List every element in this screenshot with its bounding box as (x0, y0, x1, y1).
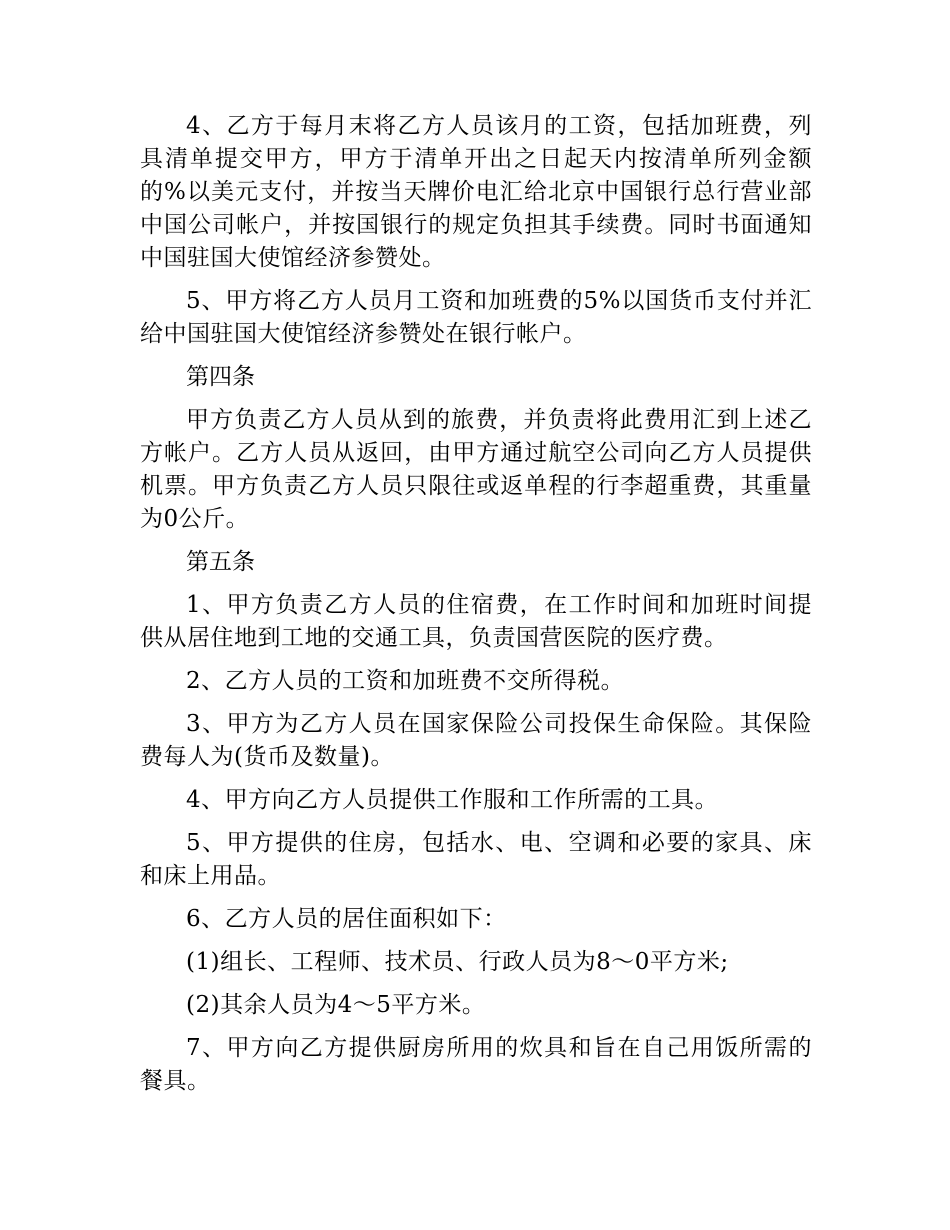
article-heading: 第四条 (186, 364, 255, 390)
list-item: (2)其余人员为4～5平方米。 (186, 992, 486, 1018)
clause-paragraph: 6、乙方人员的居住面积如下： (186, 906, 507, 932)
list-item: (1)组长、工程师、技术员、行政人员为8～0平方米; (186, 949, 729, 975)
article-heading: 第五条 (186, 549, 255, 575)
clause-paragraph: 4、乙方于每月末将乙方人员该月的工资，包括加班费，列具清单提交甲方，甲方于清单开出之日起天内按清单所列金额的%以美元支付，并按当天牌价电汇给北京中国银行总行营业部中国公司帐户，并按国银行的规定负担其手续费。同时书面通知中国驻国大使馆经济参赞处。 (140, 113, 812, 271)
clause-paragraph: 1、甲方负责乙方人员的住宿费，在工作时间和加班时间提供从居住地到工地的交通工具，负责国营医院的医疗费。 (140, 592, 812, 651)
clause-paragraph: 5、甲方提供的住房，包括水、电、空调和必要的家具、床和床上用品。 (140, 830, 812, 889)
clause-paragraph: 2、乙方人员的工资和加班费不交所得税。 (186, 668, 625, 694)
clause-paragraph: 3、甲方为乙方人员在国家保险公司投保生命保险。其保险费每人为(货币及数量)。 (140, 711, 812, 770)
document-body (140, 110, 812, 1108)
clause-paragraph: 4、甲方向乙方人员提供工作服和工作所需的工具。 (186, 787, 719, 813)
clause-paragraph: 7、甲方向乙方提供厨房所用的炊具和旨在自己用饭所需的餐具。 (140, 1035, 812, 1094)
clause-paragraph: 甲方负责乙方人员从到的旅费，并负责将此费用汇到上述乙方帐户。乙方人员从返回，由甲方通过航空公司向乙方人员提供机票。甲方负责乙方人员只限往或返单程的行李超重费，其重量为0公斤。 (140, 407, 812, 532)
clause-paragraph: 5、甲方将乙方人员月工资和加班费的5%以国货币支付并汇给中国驻国大使馆经济参赞处在银行帐户。 (140, 288, 812, 347)
